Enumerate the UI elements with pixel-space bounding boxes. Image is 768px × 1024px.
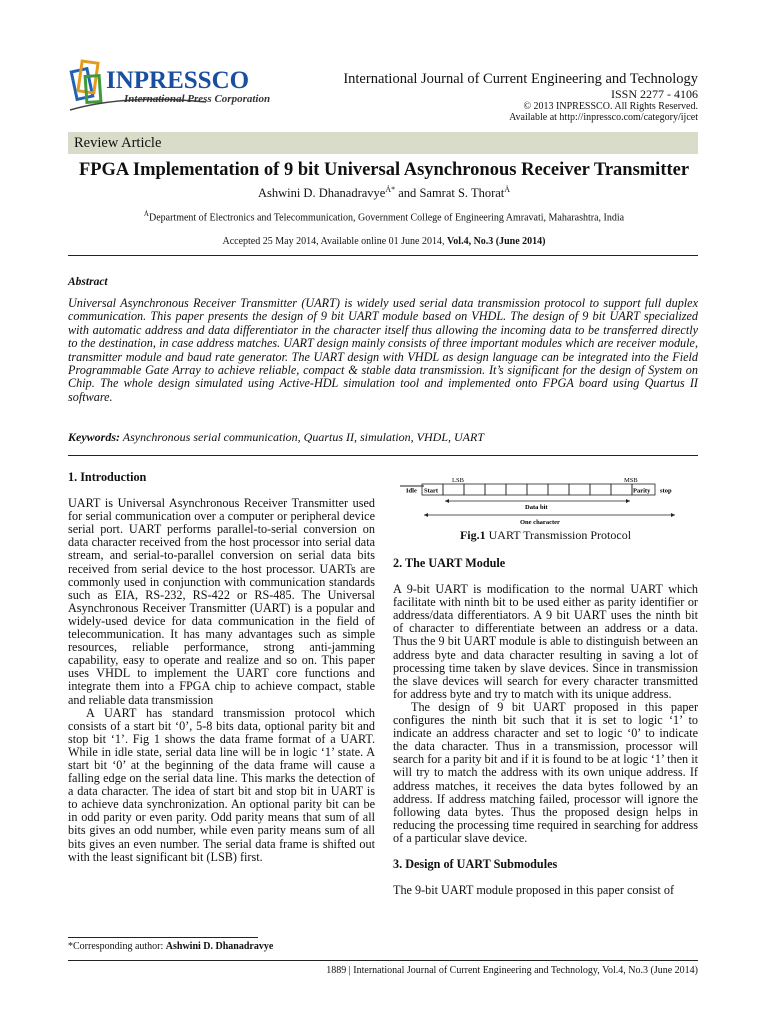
article-type-bar (68, 132, 698, 154)
availability-link[interactable]: Available at http://inpressco.com/category/ijcet (509, 112, 698, 123)
abstract-text: Universal Asynchronous Receiver Transmitter (UART) is widely used serial data transmission protocol to support full duplex communication. This paper presents the design of 9 bit UART module based on VHDL. The design of 9 bit UART specialized with automatic address and data differentiator in the character itself thus allowing the incoming data to be transferred directly to the destination, in case address matches. UART design mainly consists of three important modules which are receiver module, transmitter module and baud rate generator. The UART design with VHDL as design language can be integrated into the Field Programmable Gate Array to achieve reliable, compact & stable data transmission. It’s significant for the design of System on Chip. The whole design simulated using Active-HDL simulation tool and implemented onto FPGA board using Quartus II software. (68, 296, 698, 404)
section-heading-design: 3. Design of UART Submodules (393, 856, 558, 871)
lsb-label: LSB (452, 477, 464, 484)
paragraph: A 9-bit UART is modification to the normal UART which facilitate with ninth bit to be used either as parity identifier or address/data differentiators. A 9 bit UART uses the ninth bit of character to differentiate between an address or a data. Thus the 9 bit UART module is able to distinguish between an address byte and data character resulting in saving a lot of processing time taken by slave devices. Since in transmission the slave devices will search for every character transmitted for address byte and try to match with its unique address. (393, 582, 698, 701)
figure-caption (393, 528, 698, 543)
paragraph: The 9-bit UART module proposed in this paper consist of (393, 883, 675, 898)
keywords-text: Asynchronous serial communication, Quartus II, simulation, VHDL, UART (120, 430, 484, 444)
logo-text: INPRESSCO (106, 67, 250, 94)
section-heading-uart-module: 2. The UART Module (393, 556, 506, 570)
volume-info: Vol.4, No.3 (June 2014) (446, 236, 546, 247)
journal-title: International Journal of Current Engineering and Technology (343, 71, 698, 87)
logo-tagline: International Press Corporation (124, 93, 271, 105)
keywords-label: Keywords: (68, 430, 120, 444)
inpressco-logo-graphic (66, 54, 296, 124)
right-column (393, 557, 698, 897)
figure-caption-label: Fig.1 (459, 528, 486, 542)
parity-label: Parity (633, 487, 651, 495)
footer-divider (68, 960, 698, 961)
author-mark: Ȧ (504, 185, 511, 194)
keywords (68, 430, 698, 445)
author-name: Ashwini D. Dhanadravye (257, 186, 386, 201)
figure-caption-text: UART Transmission Protocol (485, 528, 632, 542)
stop-label: stop (660, 487, 672, 495)
section-heading-introduction: 1. Introduction (68, 470, 147, 484)
msb-label: MSB (624, 477, 638, 484)
data-bit-label: Data bit (525, 504, 548, 511)
divider (68, 255, 698, 256)
page-footer: 1889 | International Journal of Current Engineering and Technology, Vol.4, No.3 (June 2014) (326, 965, 698, 976)
idle-label: Idle (406, 487, 417, 495)
start-label: Start (424, 487, 439, 495)
left-column (68, 471, 375, 864)
paragraph: A UART has standard transmission protocol which consists of a start bit ‘0’, 5-8 bits data, optional parity bit and stop bit ‘1’. Fig 1 shows the data frame format of a UART. While in idle state, serial data line will be in logic ‘1’ state. A start bit ‘0’ at the beginning of the data frame will cause a falling edge on the serial data line. This marks the detection of a data character. The idea of start bit and stop bit in UART is to achieve data synchronization. An optional parity bit can be in odd parity or even parity. Odd parity means that sum of all bits gives an odd number, while even parity means sum of all bits gives an even number. The serial data frame is shifted out with the least significant bit (LSB) first. (68, 705, 375, 864)
issn: ISSN 2277 - 4106 (610, 87, 698, 101)
publisher-logo (66, 54, 296, 124)
author-name: Samrat S. Thorat (419, 186, 505, 201)
author-mark: Ȧ* (385, 185, 396, 194)
paragraph: UART is Universal Asynchronous Receiver Transmitter used for serial communication over a computer or peripheral device serial port. UART performs parallel-to-serial conversion on data character received from the host processor into serial data stream, and serial-to-parallel conversion on serial data bits received from serial device to the host processor. UARTs are commonly used in conjunction with communication standards such as EIA, RS-232, RS-422 or RS-485. The Universal Asynchronous Receiver Transmitter (UART) is a popular and widely-used device for data communication in the field of telecommunication. It has many advantages such as simple resources, reliable performance, strong anti-jamming capability, easy to operate and realize and so on. This paper uses VHDL to implement the UART core functions and integrate them into a FPGA chip to achieve compact, stable and reliable data transmission (68, 496, 375, 707)
corresponding-author-footnote (68, 941, 273, 952)
paragraph: The design of 9 bit UART proposed in this paper configures the ninth bit such that it is set to logic ‘1’ to indicate an address character and set to logic ‘0’ to indicate the data character. Thus in a transmission, processor will search for a parity bit and if it is found to be at logic ‘1’ then it will try to match the address with its own unique address. If address matches, it receives the data bytes followed by an address. If address matching failed, processor will ignore the following data bytes. Thus the proposed design helps in reducing the processing time required in searching for address of a particular slave device. (393, 699, 698, 845)
accepted-text: Accepted 25 May 2014, Available online 01 June 2014, (222, 236, 447, 247)
affiliation (0, 210, 768, 223)
authors-and: and (395, 186, 420, 201)
footnote-label: *Corresponding author: (68, 941, 166, 952)
publication-dates (0, 236, 768, 247)
one-character-label: One character (520, 519, 560, 526)
affiliation-mark: Ȧ (143, 210, 149, 218)
abstract-heading: Abstract (68, 276, 108, 288)
uart-frame-figure (400, 473, 695, 533)
footnote-author: Ashwini D. Dhanadravye (165, 941, 274, 952)
authors-line (0, 185, 768, 201)
uart-frame-diagram (400, 473, 695, 533)
footnote-divider (68, 937, 258, 938)
divider (68, 455, 698, 456)
article-type-label: Review Article (74, 135, 162, 151)
affiliation-text: Department of Electronics and Telecommunication, Government College of Engineering Amravati, Maharashtra, India (148, 212, 625, 224)
copyright: © 2013 INPRESSCO. All Rights Reserved. (523, 101, 698, 112)
paper-title: FPGA Implementation of 9 bit Universal Asynchronous Receiver Transmitter (78, 160, 690, 180)
